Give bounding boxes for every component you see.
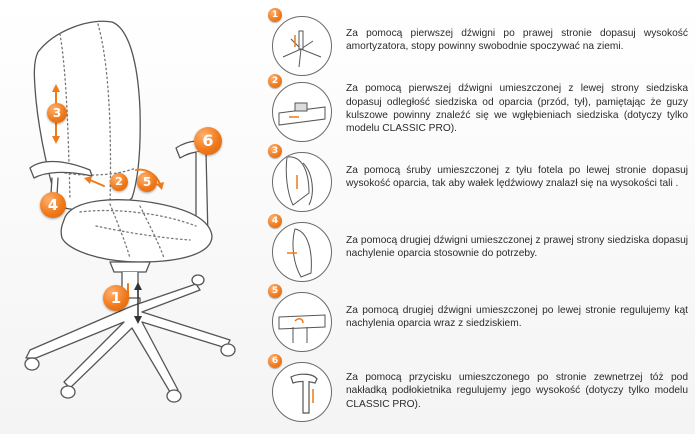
backrest-screw-icon bbox=[272, 152, 332, 212]
chair-badge-3: 3 bbox=[47, 103, 67, 123]
step-text: Za pomocą śruby umieszczonej z tyłu fotela po lewej stronie dopasuj wysokość oparcia, tak aby wałek lędźwiowy znalazł się na wysokości tali . bbox=[346, 164, 688, 189]
step-3 bbox=[268, 144, 693, 210]
step-text: Za pomocą pierwszej dźwigni umieszczonej z lewej strony siedziska dopasuj odległość siedziska od oparcia (przód, tył), pamiętając że guzy kulszowe powinny znaleźć się we wgłębieniach siedziska (dotyczy tylko modelu CLASSIC PRO). bbox=[346, 83, 688, 135]
step-number: 1 bbox=[268, 8, 282, 22]
step-text: Za pomocą drugiej dźwigni umieszczonej po lewej stronie regulujemy kąt nachylenia oparcia wraz z siedziskiem. bbox=[346, 304, 688, 329]
step-number: 5 bbox=[268, 284, 282, 298]
chair-badge-5: 5 bbox=[137, 172, 157, 192]
seat-tilt-lever-icon bbox=[272, 292, 332, 352]
step-text: Za pomocą przycisku umieszczonego po stronie zewnetrzej tóż pod nakładką podłokietnika regulujemy jego wysokość (dotyczy tylko modelu CLASSIC PRO). bbox=[346, 372, 688, 410]
seat-knob-icon bbox=[272, 82, 332, 142]
step-2 bbox=[268, 74, 693, 140]
step-text: Za pomocą pierwszej dźwigni po prawej stronie dopasuj wysokość amortyzatora, stopy powinny swobodnie spoczywać na ziemi. bbox=[346, 27, 688, 52]
step-5 bbox=[268, 284, 693, 350]
chair-badge-4: 4 bbox=[40, 192, 66, 218]
chair-badge-1: 1 bbox=[103, 285, 129, 311]
step-1 bbox=[268, 8, 693, 74]
step-number: 4 bbox=[268, 214, 282, 228]
chair-badge-6: 6 bbox=[194, 127, 222, 155]
chair-badge-2: 2 bbox=[110, 173, 128, 191]
chair-illustration bbox=[0, 0, 262, 434]
step-text: Za pomocą drugiej dźwigni umieszczonej z prawej strony siedziska dopasuj nachylenie oparcia stosownie do potrzeby. bbox=[346, 234, 688, 259]
step-number: 2 bbox=[268, 74, 282, 88]
step-4 bbox=[268, 214, 693, 280]
seat-outline bbox=[61, 200, 212, 262]
armrest-button-icon bbox=[272, 362, 332, 422]
backrest-tilt-icon bbox=[272, 222, 332, 282]
chair-base-lever-icon bbox=[272, 16, 332, 76]
step-number: 6 bbox=[268, 354, 282, 368]
step-6 bbox=[268, 354, 693, 420]
step-number: 3 bbox=[268, 144, 282, 158]
